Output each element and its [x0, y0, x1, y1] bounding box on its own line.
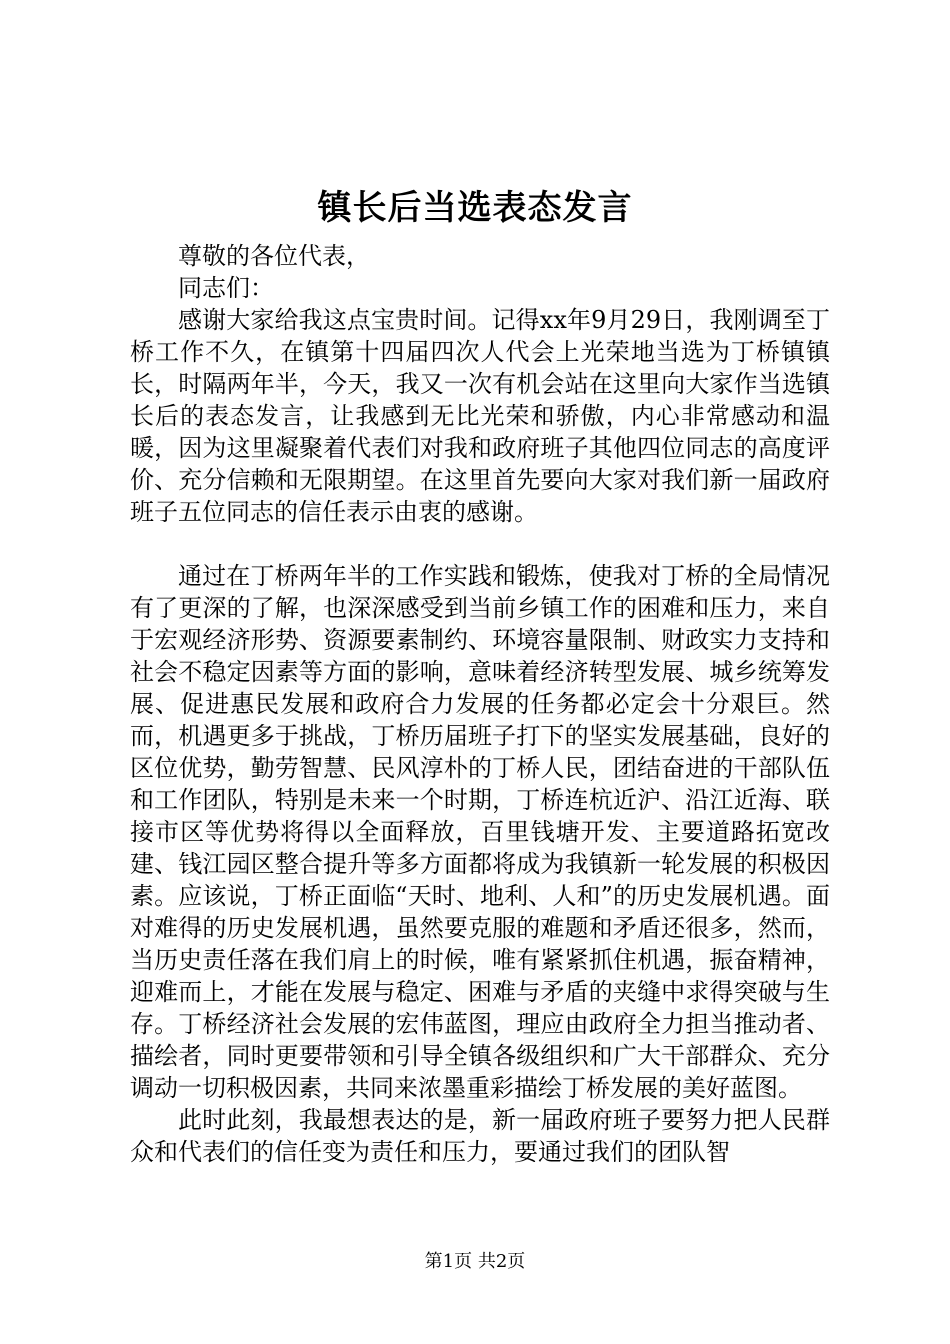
- paragraph: 此时此刻，我最想表达的是，新一届政府班子要努力把人民群众和代表们的信任变为责任和压力，要通过我们的团队智: [130, 1106, 830, 1166]
- salutation-line: 同志们：: [178, 274, 274, 302]
- paragraph-spacer: [130, 528, 830, 560]
- paragraph: 感谢大家给我这点宝贵时间。记得xx年9月29日，我刚调至丁桥工作不久，在镇第十四届四次人代会上光荣地当选为丁桥镇镇长，时隔两年半，今天，我又一次有机会站在这里向大家作当选镇长后的表态发言，让我感到无比光荣和骄傲，内心非常感动和温暖，因为这里凝聚着代表们对我和政府班子其他四位同志的高度评价、充分信赖和无限期望。在这里首先要向大家对我们新一届政府班子五位同志的信任表示由衷的感谢。: [130, 306, 830, 526]
- page-footer: 第1页 共2页: [424, 1251, 526, 1272]
- paragraph: 通过在丁桥两年半的工作实践和锻炼，使我对丁桥的全局情况有了更深的了解，也深深感受到当前乡镇工作的困难和压力，来自于宏观经济形势、资源要素制约、环境容量限制、财政实力支持和社会不稳定因素等方面的影响，意味着经济转型发展、城乡统筹发展、促进惠民发展和政府合力发展的任务都必定会十分艰巨。然而，机遇更多于挑战，丁桥历届班子打下的坚实发展基础，良好的区位优势，勤劳智慧、民风淳朴的丁桥人民，团结奋进的干部队伍和工作团队，特别是未来一个时期，丁桥连杭近沪、沿江近海、联接市区等优势将得以全面释放，百里钱塘开发、主要道路拓宽改建、钱江园区整合提升等多方面都将成为我镇新一轮发展的积极因素。应该说，丁桥正面临“天时、地利、人和”的历史发展机遇。面对难得的历史发展机遇，虽然要克服的难题和矛盾还很多，然而，当历史责任落在我们肩上的时候，唯有紧紧抓住机遇，振奋精神，迎难而上，才能在发展与稳定、困难与矛盾的夹缝中求得突破与生存。丁桥经济社会发展的宏伟蓝图，理应由政府全力担当推动者、描绘者，同时更要带领和引导全镇各级组织和广大干部群众、充分调动一切积极因素，共同来浓墨重彩描绘丁桥发展的美好蓝图。: [130, 562, 830, 1102]
- page-title: 镇长后当选表态发言: [317, 188, 633, 228]
- salutation-line: 尊敬的各位代表，: [178, 242, 370, 270]
- document-body: [130, 240, 830, 1168]
